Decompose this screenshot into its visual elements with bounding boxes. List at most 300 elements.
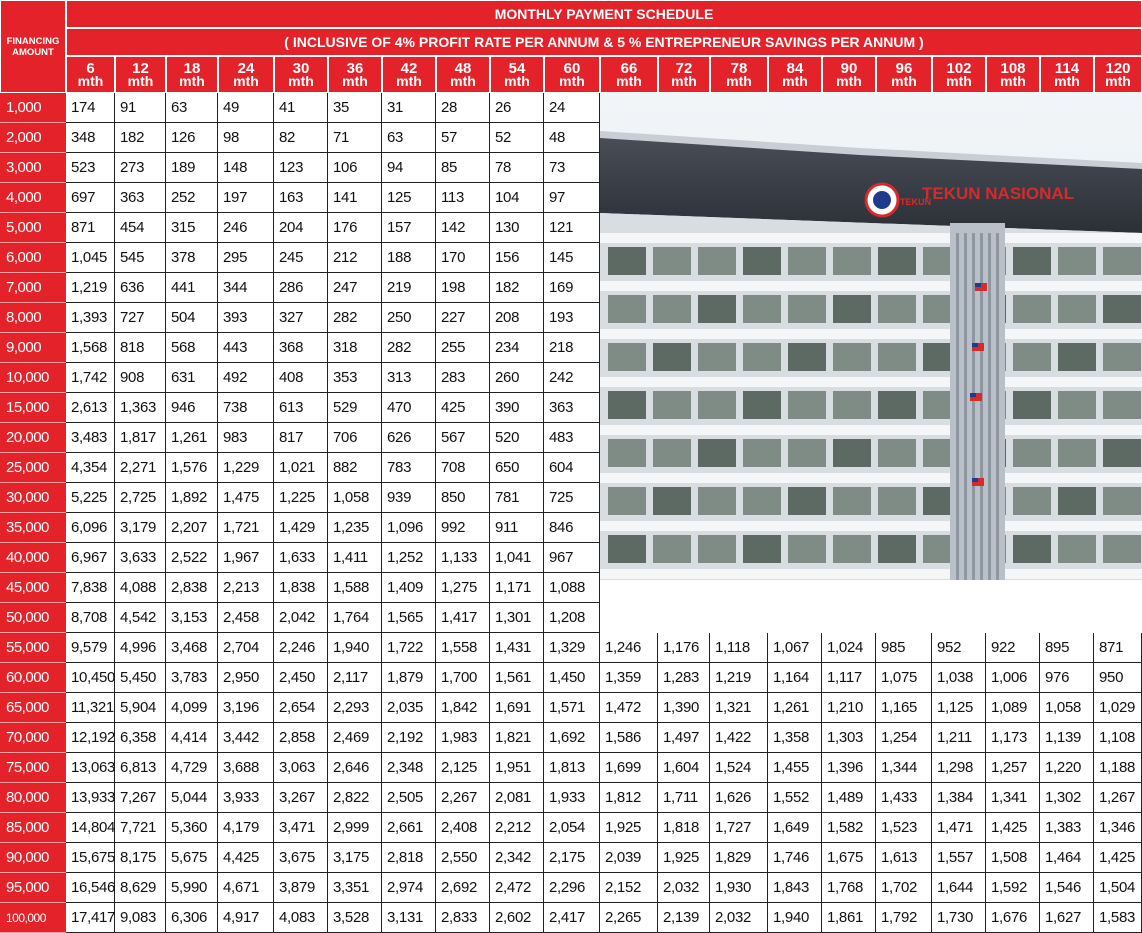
payment-cell: 2,267 (436, 783, 490, 813)
payment-cell: 1,210 (822, 693, 876, 723)
payment-cell: 1,125 (932, 693, 986, 723)
column-months: 66 (620, 59, 638, 77)
payment-cell: 976 (1040, 663, 1094, 693)
payment-cell: 5,044 (166, 783, 218, 813)
payment-cell: 5,990 (166, 873, 218, 903)
financing-amount-cell: 9,000 (0, 333, 66, 363)
payment-cell: 283 (436, 363, 490, 393)
payment-cell: 631 (166, 363, 218, 393)
payment-cell: 1,557 (932, 843, 986, 873)
payment-cell: 1,582 (822, 813, 876, 843)
payment-cell: 1,359 (600, 663, 658, 693)
column-months: 72 (675, 59, 693, 77)
table-title: MONTHLY PAYMENT SCHEDULE (66, 0, 1142, 28)
payment-cell: 4,354 (66, 453, 115, 483)
payment-cell: 4,425 (218, 843, 274, 873)
payment-cell: 613 (274, 393, 328, 423)
payment-cell: 156 (490, 243, 544, 273)
financing-amount-cell: 35,000 (0, 513, 66, 543)
payment-cell: 1,644 (932, 873, 986, 903)
financing-amount-cell: 30,000 (0, 483, 66, 513)
payment-cell: 1,425 (986, 813, 1040, 843)
payment-cell: 176 (328, 213, 382, 243)
payment-cell: 11,321 (66, 693, 115, 723)
payment-cell: 2,139 (658, 903, 710, 933)
payment-cell: 1,225 (274, 483, 328, 513)
payment-cell: 706 (328, 423, 382, 453)
payment-cell: 1,409 (382, 573, 436, 603)
column-months: 12 (132, 59, 149, 77)
payment-cell: 3,442 (218, 723, 274, 753)
column-unit: mth (1000, 72, 1026, 89)
payment-cell: 1,089 (986, 693, 1040, 723)
payment-cell: 252 (166, 183, 218, 213)
financing-amount-cell: 3,000 (0, 153, 66, 183)
payment-cell: 1,176 (658, 633, 710, 663)
payment-cell: 82 (274, 123, 328, 153)
column-unit: mth (342, 72, 368, 89)
payment-cell: 2,042 (274, 603, 328, 633)
payment-cell: 7,267 (115, 783, 166, 813)
table-subtitle: ( INCLUSIVE OF 4% PROFIT RATE PER ANNUM & 5 % ENTREPRENEUR SAVINGS PER ANNUM ) (66, 28, 1142, 56)
payment-cell: 9,083 (115, 903, 166, 933)
payment-cell: 2,039 (600, 843, 658, 873)
payment-cell: 817 (274, 423, 328, 453)
column-header-48-mth (436, 56, 490, 93)
payment-cell: 1,699 (600, 753, 658, 783)
payment-cell: 1,627 (1040, 903, 1094, 933)
payment-cell: 182 (490, 273, 544, 303)
tekun-building-image (600, 93, 1142, 580)
payment-cell: 1,702 (876, 873, 932, 903)
payment-cell: 1,246 (600, 633, 658, 663)
payment-cell: 738 (218, 393, 274, 423)
payment-cell: 1,721 (218, 513, 274, 543)
column-months: 90 (840, 59, 858, 77)
payment-cell: 363 (115, 183, 166, 213)
payment-cell: 1,041 (490, 543, 544, 573)
payment-cell: 1,344 (876, 753, 932, 783)
financing-amount-cell: 75,000 (0, 753, 66, 783)
payment-cell: 2,207 (166, 513, 218, 543)
payment-cell: 327 (274, 303, 328, 333)
payment-cell: 242 (544, 363, 600, 393)
payment-cell: 1,275 (436, 573, 490, 603)
payment-cell: 78 (490, 153, 544, 183)
column-months: 84 (786, 59, 804, 77)
payment-cell: 197 (218, 183, 274, 213)
payment-cell: 255 (436, 333, 490, 363)
payment-cell: 1,096 (382, 513, 436, 543)
payment-cell: 4,083 (274, 903, 328, 933)
payment-cell: 1,058 (1040, 693, 1094, 723)
payment-cell: 24 (544, 93, 600, 123)
payment-cell: 1,475 (218, 483, 274, 513)
payment-cell: 992 (436, 513, 490, 543)
payment-cell: 344 (218, 273, 274, 303)
payment-cell: 425 (436, 393, 490, 423)
payment-cell: 2,450 (274, 663, 328, 693)
payment-cell: 106 (328, 153, 382, 183)
column-unit: mth (726, 72, 752, 89)
payment-cell: 1,930 (710, 873, 768, 903)
column-header-102-mth (932, 56, 986, 93)
payment-cell: 208 (490, 303, 544, 333)
payment-cell: 353 (328, 363, 382, 393)
payment-cell: 10,450 (66, 663, 115, 693)
financing-amount-cell: 95,000 (0, 873, 66, 903)
column-header-108-mth (986, 56, 1040, 93)
payment-cell: 604 (544, 453, 600, 483)
payment-cell: 1,692 (544, 723, 600, 753)
payment-cell: 295 (218, 243, 274, 273)
payment-cell: 1,472 (600, 693, 658, 723)
payment-cell: 1,818 (658, 813, 710, 843)
payment-cell: 850 (436, 483, 490, 513)
payment-cell: 1,006 (986, 663, 1040, 693)
payment-cell: 567 (436, 423, 490, 453)
payment-cell: 218 (544, 333, 600, 363)
payment-cell: 245 (274, 243, 328, 273)
payment-cell: 1,649 (768, 813, 822, 843)
payment-cell: 1,508 (986, 843, 1040, 873)
payment-cell: 3,179 (115, 513, 166, 543)
payment-cell: 2,032 (710, 903, 768, 933)
payment-cell: 3,063 (274, 753, 328, 783)
payment-cell: 1,045 (66, 243, 115, 273)
payment-cell: 3,471 (274, 813, 328, 843)
payment-cell: 1,675 (822, 843, 876, 873)
payment-cell: 1,568 (66, 333, 115, 363)
payment-cell: 2,725 (115, 483, 166, 513)
payment-cell: 1,504 (1094, 873, 1142, 903)
payment-cell: 188 (382, 243, 436, 273)
payment-cell: 142 (436, 213, 490, 243)
financing-amount-header (0, 0, 66, 93)
column-unit: mth (891, 72, 917, 89)
payment-cell: 911 (490, 513, 544, 543)
payment-cell: 1,433 (876, 783, 932, 813)
payment-cell: 1,626 (710, 783, 768, 813)
payment-cell: 1,813 (544, 753, 600, 783)
payment-cell: 363 (544, 393, 600, 423)
payment-cell: 443 (218, 333, 274, 363)
payment-cell: 1,812 (600, 783, 658, 813)
payment-cell: 529 (328, 393, 382, 423)
column-header-30-mth (274, 56, 328, 93)
payment-cell: 504 (166, 303, 218, 333)
payment-cell: 123 (274, 153, 328, 183)
payment-cell: 1,139 (1040, 723, 1094, 753)
payment-cell: 952 (932, 633, 986, 663)
payment-cell: 1,173 (986, 723, 1040, 753)
payment-cell: 17,417 (66, 903, 115, 933)
financing-amount-cell: 60,000 (0, 663, 66, 693)
column-months: 6 (86, 59, 95, 77)
payment-cell: 28 (436, 93, 490, 123)
payment-cell: 2,175 (544, 843, 600, 873)
payment-cell: 1,341 (986, 783, 1040, 813)
payment-cell: 2,602 (490, 903, 544, 933)
payment-cell: 545 (115, 243, 166, 273)
payment-cell: 1,261 (166, 423, 218, 453)
payment-cell: 1,821 (490, 723, 544, 753)
payment-cell: 145 (544, 243, 600, 273)
payment-cell: 73 (544, 153, 600, 183)
payment-cell: 1,455 (768, 753, 822, 783)
payment-cell: 1,363 (115, 393, 166, 423)
payment-cell: 2,035 (382, 693, 436, 723)
payment-cell: 1,552 (768, 783, 822, 813)
payment-cell: 908 (115, 363, 166, 393)
payment-cell: 1,571 (544, 693, 600, 723)
payment-cell: 31 (382, 93, 436, 123)
payment-cell: 1,118 (710, 633, 768, 663)
financing-amount-cell: 2,000 (0, 123, 66, 153)
payment-cell: 1,188 (1094, 753, 1142, 783)
payment-cell: 1,024 (822, 633, 876, 663)
payment-cell: 3,196 (218, 693, 274, 723)
payment-cell: 6,306 (166, 903, 218, 933)
payment-cell: 104 (490, 183, 544, 213)
payment-cell: 871 (1094, 633, 1142, 663)
column-unit: mth (616, 72, 642, 89)
payment-cell: 3,933 (218, 783, 274, 813)
payment-cell: 2,271 (115, 453, 166, 483)
payment-cell: 348 (66, 123, 115, 153)
column-unit: mth (127, 72, 154, 89)
column-months: 24 (237, 59, 255, 77)
payment-cell: 1,471 (932, 813, 986, 843)
payment-cell: 16,546 (66, 873, 115, 903)
payment-cell: 2,458 (218, 603, 274, 633)
payment-cell: 1,358 (768, 723, 822, 753)
payment-cell: 2,408 (436, 813, 490, 843)
payment-cell: 15,675 (66, 843, 115, 873)
column-header-24-mth (218, 56, 274, 93)
payment-cell: 286 (274, 273, 328, 303)
financing-amount-cell: 4,000 (0, 183, 66, 213)
payment-cell: 2,950 (218, 663, 274, 693)
payment-cell: 189 (166, 153, 218, 183)
payment-cell: 85 (436, 153, 490, 183)
payment-cell: 2,522 (166, 543, 218, 573)
payment-cell: 1,879 (382, 663, 436, 693)
payment-cell: 63 (382, 123, 436, 153)
column-header-84-mth (768, 56, 822, 93)
payment-cell: 390 (490, 393, 544, 423)
payment-cell: 492 (218, 363, 274, 393)
payment-cell: 2,838 (166, 573, 218, 603)
financing-amount-cell: 20,000 (0, 423, 66, 453)
column-months: 78 (730, 59, 748, 77)
payment-cell: 1,283 (658, 663, 710, 693)
payment-cell: 1,843 (768, 873, 822, 903)
column-months: 114 (1054, 59, 1080, 77)
financing-amount-cell: 65,000 (0, 693, 66, 723)
payment-cell: 950 (1094, 663, 1142, 693)
payment-cell: 441 (166, 273, 218, 303)
payment-cell: 1,464 (1040, 843, 1094, 873)
payment-cell: 1,393 (66, 303, 115, 333)
payment-cell: 1,088 (544, 573, 600, 603)
payment-cell: 983 (218, 423, 274, 453)
payment-cell: 1,321 (710, 693, 768, 723)
payment-cell: 1,303 (822, 723, 876, 753)
payment-cell: 1,254 (876, 723, 932, 753)
payment-cell: 52 (490, 123, 544, 153)
payment-cell: 1,817 (115, 423, 166, 453)
payment-cell: 3,483 (66, 423, 115, 453)
column-header-36-mth (328, 56, 382, 93)
payment-cell: 1,546 (1040, 873, 1094, 903)
payment-cell: 1,257 (986, 753, 1040, 783)
payment-cell: 12,192 (66, 723, 115, 753)
column-header-6-mth (66, 56, 115, 93)
financing-amount-cell: 85,000 (0, 813, 66, 843)
payment-cell: 520 (490, 423, 544, 453)
payment-cell: 2,348 (382, 753, 436, 783)
payment-cell: 2,654 (274, 693, 328, 723)
payment-cell: 1,613 (876, 843, 932, 873)
column-months: 102 (946, 59, 972, 77)
column-months: 18 (183, 59, 201, 77)
financing-amount-cell: 25,000 (0, 453, 66, 483)
payment-cell: 1,058 (328, 483, 382, 513)
payment-cell: 8,708 (66, 603, 115, 633)
payment-cell: 1,219 (66, 273, 115, 303)
payment-cell: 3,131 (382, 903, 436, 933)
column-unit: mth (559, 72, 585, 89)
payment-cell: 6,096 (66, 513, 115, 543)
payment-cell: 846 (544, 513, 600, 543)
payment-cell: 5,675 (166, 843, 218, 873)
payment-cell: 3,688 (218, 753, 274, 783)
building-photo (600, 93, 1142, 580)
payment-cell: 1,764 (328, 603, 382, 633)
payment-cell: 170 (436, 243, 490, 273)
payment-cell: 1,586 (600, 723, 658, 753)
payment-cell: 2,212 (490, 813, 544, 843)
column-header-66-mth (600, 56, 658, 93)
payment-cell: 470 (382, 393, 436, 423)
payment-cell: 1,497 (658, 723, 710, 753)
payment-cell: 1,951 (490, 753, 544, 783)
payment-cell: 1,235 (328, 513, 382, 543)
payment-cell: 6,358 (115, 723, 166, 753)
payment-cell: 2,081 (490, 783, 544, 813)
payment-cell: 2,032 (658, 873, 710, 903)
payment-cell: 1,829 (710, 843, 768, 873)
payment-cell: 725 (544, 483, 600, 513)
payment-cell: 227 (436, 303, 490, 333)
payment-cell: 315 (166, 213, 218, 243)
column-unit: mth (179, 72, 205, 89)
payment-cell: 1,425 (1094, 843, 1142, 873)
payment-cell: 4,099 (166, 693, 218, 723)
payment-cell: 378 (166, 243, 218, 273)
payment-cell: 895 (1040, 633, 1094, 663)
payment-cell: 1,267 (1094, 783, 1142, 813)
payment-cell: 1,933 (544, 783, 600, 813)
payment-cell: 1,411 (328, 543, 382, 573)
column-months: 108 (1000, 59, 1026, 77)
payment-cell: 1,252 (382, 543, 436, 573)
payment-cell: 2,858 (274, 723, 328, 753)
payment-cell: 2,117 (328, 663, 382, 693)
payment-cell: 234 (490, 333, 544, 363)
payment-cell: 1,838 (274, 573, 328, 603)
column-unit: mth (396, 72, 422, 89)
payment-cell: 313 (382, 363, 436, 393)
payment-cell: 1,108 (1094, 723, 1142, 753)
payment-cell: 3,675 (274, 843, 328, 873)
payment-cell: 1,171 (490, 573, 544, 603)
payment-cell: 5,904 (115, 693, 166, 723)
column-unit: mth (946, 72, 972, 89)
payment-cell: 2,822 (328, 783, 382, 813)
payment-cell: 2,472 (490, 873, 544, 903)
column-unit: mth (504, 72, 530, 89)
payment-cell: 5,225 (66, 483, 115, 513)
payment-cell: 169 (544, 273, 600, 303)
payment-cell: 408 (274, 363, 328, 393)
payment-cell: 212 (328, 243, 382, 273)
payment-cell: 282 (382, 333, 436, 363)
payment-cell: 1,925 (600, 813, 658, 843)
payment-cell: 1,604 (658, 753, 710, 783)
payment-cell: 708 (436, 453, 490, 483)
payment-cell: 3,351 (328, 873, 382, 903)
payment-cell: 1,384 (932, 783, 986, 813)
payment-cell: 882 (328, 453, 382, 483)
payment-cell: 1,302 (1040, 783, 1094, 813)
payment-cell: 247 (328, 273, 382, 303)
payment-cell: 697 (66, 183, 115, 213)
payment-cell: 1,301 (490, 603, 544, 633)
payment-cell: 1,450 (544, 663, 600, 693)
payment-cell: 1,220 (1040, 753, 1094, 783)
financing-amount-cell: 7,000 (0, 273, 66, 303)
column-unit: mth (671, 72, 697, 89)
column-unit: mth (450, 72, 476, 89)
payment-cell: 98 (218, 123, 274, 153)
payment-cell: 2,296 (544, 873, 600, 903)
column-header-114-mth (1040, 56, 1094, 93)
payment-cell: 946 (166, 393, 218, 423)
payment-cell: 1,067 (768, 633, 822, 663)
payment-cell: 1,940 (328, 633, 382, 663)
payment-cell: 3,783 (166, 663, 218, 693)
payment-cell: 1,417 (436, 603, 490, 633)
payment-cell: 1,298 (932, 753, 986, 783)
payment-cell: 141 (328, 183, 382, 213)
column-unit: mth (836, 72, 862, 89)
payment-cell: 1,383 (1040, 813, 1094, 843)
payment-cell: 1,558 (436, 633, 490, 663)
payment-cell: 1,583 (1094, 903, 1142, 933)
column-header-72-mth (658, 56, 710, 93)
payment-cell: 3,267 (274, 783, 328, 813)
payment-cell: 1,346 (1094, 813, 1142, 843)
payment-cell: 282 (328, 303, 382, 333)
payment-cell: 1,940 (768, 903, 822, 933)
financing-amount-cell: 1,000 (0, 93, 66, 123)
payment-cell: 91 (115, 93, 166, 123)
payment-cell: 1,727 (710, 813, 768, 843)
column-header-90-mth (822, 56, 876, 93)
payment-cell: 4,542 (115, 603, 166, 633)
